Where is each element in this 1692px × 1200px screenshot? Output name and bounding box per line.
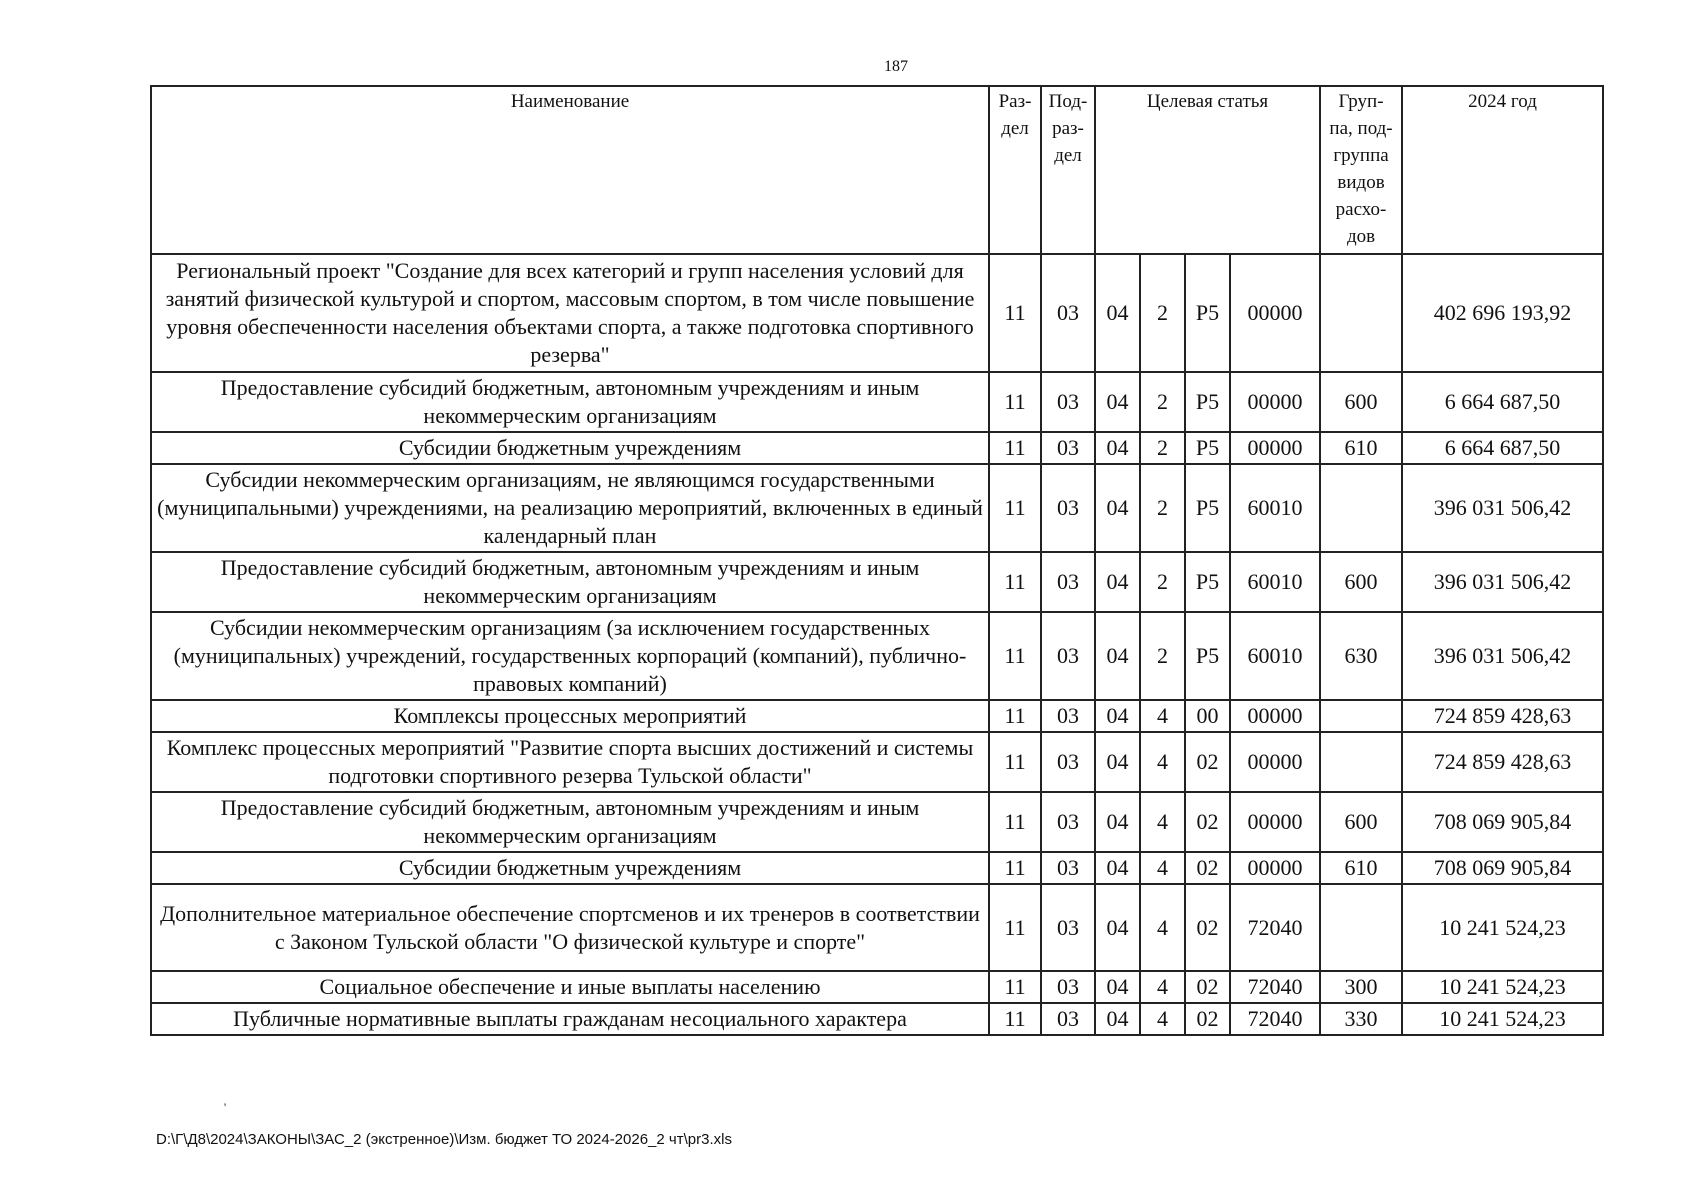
- row-expense-group: [1320, 732, 1402, 792]
- row-amount: 6 664 687,50: [1402, 372, 1603, 432]
- budget-table: [150, 85, 1604, 1036]
- row-target-article-part4: 00000: [1230, 254, 1320, 372]
- row-name: Предоставление субсидий бюджетным, автономным учреждениям и иным некоммерческим организациям: [151, 552, 989, 612]
- row-target-article-part4: 00000: [1230, 792, 1320, 852]
- row-target-article-part3: 00: [1185, 700, 1230, 732]
- row-podrazdel: 03: [1041, 971, 1095, 1003]
- row-target-article-part2: 2: [1140, 432, 1185, 464]
- row-target-article-part4: 60010: [1230, 612, 1320, 700]
- row-podrazdel: 03: [1041, 852, 1095, 884]
- row-amount: 708 069 905,84: [1402, 852, 1603, 884]
- header-target-article: Целевая статья: [1095, 86, 1320, 254]
- row-podrazdel: 03: [1041, 612, 1095, 700]
- row-target-article-part2: 4: [1140, 700, 1185, 732]
- row-target-article-part4: 00000: [1230, 852, 1320, 884]
- row-amount: 396 031 506,42: [1402, 464, 1603, 552]
- row-target-article-part1: 04: [1095, 464, 1140, 552]
- row-target-article-part2: 4: [1140, 971, 1185, 1003]
- table-row: [151, 1003, 1603, 1035]
- row-amount: 10 241 524,23: [1402, 884, 1603, 971]
- row-name: Предоставление субсидий бюджетным, автономным учреждениям и иным некоммерческим организациям: [151, 792, 989, 852]
- row-name: Комплексы процессных мероприятий: [151, 700, 989, 732]
- row-razdel: 11: [989, 732, 1041, 792]
- row-target-article-part1: 04: [1095, 852, 1140, 884]
- table-header-row: [151, 86, 1603, 254]
- row-target-article-part2: 4: [1140, 732, 1185, 792]
- row-expense-group: 630: [1320, 612, 1402, 700]
- table-row: [151, 792, 1603, 852]
- row-razdel: 11: [989, 971, 1041, 1003]
- row-target-article-part1: 04: [1095, 254, 1140, 372]
- row-amount: 6 664 687,50: [1402, 432, 1603, 464]
- row-target-article-part1: 04: [1095, 700, 1140, 732]
- row-target-article-part2: 4: [1140, 1003, 1185, 1035]
- row-podrazdel: 03: [1041, 1003, 1095, 1035]
- row-target-article-part4: 60010: [1230, 464, 1320, 552]
- row-target-article-part1: 04: [1095, 432, 1140, 464]
- row-target-article-part3: Р5: [1185, 254, 1230, 372]
- row-target-article-part2: 2: [1140, 552, 1185, 612]
- row-razdel: 11: [989, 852, 1041, 884]
- row-amount: 708 069 905,84: [1402, 792, 1603, 852]
- row-name: Региональный проект "Создание для всех категорий и групп населения условий для занятий физической культурой и спортом, массовым спортом, в том числе повышение уровня обеспеченности населения объектами спорта, а также подготовка спортивного резерва": [151, 254, 989, 372]
- row-expense-group: 330: [1320, 1003, 1402, 1035]
- row-name: Предоставление субсидий бюджетным, автономным учреждениям и иным некоммерческим организациям: [151, 372, 989, 432]
- row-target-article-part4: 60010: [1230, 552, 1320, 612]
- row-target-article-part4: 00000: [1230, 372, 1320, 432]
- table-row: [151, 464, 1603, 552]
- row-podrazdel: 03: [1041, 884, 1095, 971]
- row-target-article-part3: Р5: [1185, 464, 1230, 552]
- table-row: [151, 852, 1603, 884]
- row-name: Публичные нормативные выплаты гражданам несоциального характера: [151, 1003, 989, 1035]
- row-expense-group: 600: [1320, 552, 1402, 612]
- footer-file-path: D:\Г\Д8\2024\ЗАКОНЫ\ЗАС_2 (экстренное)\Изм. бюджет ТО 2024-2026_2 чт\pr3.xls: [156, 1131, 732, 1148]
- row-target-article-part3: 02: [1185, 971, 1230, 1003]
- row-target-article-part4: 72040: [1230, 971, 1320, 1003]
- page-number: 187: [884, 58, 908, 75]
- table-row: [151, 432, 1603, 464]
- row-target-article-part3: Р5: [1185, 432, 1230, 464]
- table-row: [151, 612, 1603, 700]
- row-target-article-part3: 02: [1185, 884, 1230, 971]
- row-amount: 396 031 506,42: [1402, 552, 1603, 612]
- table-row: [151, 884, 1603, 971]
- row-target-article-part2: 4: [1140, 792, 1185, 852]
- header-razdel: Раз- дел: [989, 86, 1041, 254]
- row-expense-group: [1320, 700, 1402, 732]
- row-name: Субсидии некоммерческим организациям, не являющимся государственными (муниципальными) учреждениями, на реализацию мероприятий, включенных в единый календарный план: [151, 464, 989, 552]
- row-target-article-part4: 72040: [1230, 884, 1320, 971]
- row-target-article-part3: Р5: [1185, 552, 1230, 612]
- row-razdel: 11: [989, 700, 1041, 732]
- row-target-article-part1: 04: [1095, 612, 1140, 700]
- row-target-article-part4: 72040: [1230, 1003, 1320, 1035]
- row-target-article-part1: 04: [1095, 1003, 1140, 1035]
- stray-mark: ': [224, 1100, 227, 1114]
- row-podrazdel: 03: [1041, 792, 1095, 852]
- row-target-article-part2: 2: [1140, 254, 1185, 372]
- row-expense-group: 600: [1320, 372, 1402, 432]
- row-target-article-part4: 00000: [1230, 432, 1320, 464]
- row-target-article-part2: 4: [1140, 852, 1185, 884]
- row-target-article-part2: 2: [1140, 372, 1185, 432]
- row-podrazdel: 03: [1041, 464, 1095, 552]
- header-expense-group: Груп- па, под- группа видов расхо- дов: [1320, 86, 1402, 254]
- row-expense-group: [1320, 884, 1402, 971]
- row-razdel: 11: [989, 432, 1041, 464]
- header-name: Наименование: [151, 86, 989, 254]
- row-expense-group: 300: [1320, 971, 1402, 1003]
- table-row: [151, 372, 1603, 432]
- row-target-article-part3: 02: [1185, 1003, 1230, 1035]
- row-target-article-part3: Р5: [1185, 372, 1230, 432]
- row-target-article-part3: 02: [1185, 852, 1230, 884]
- row-target-article-part4: 00000: [1230, 732, 1320, 792]
- header-year: 2024 год: [1402, 86, 1603, 254]
- row-target-article-part2: 4: [1140, 884, 1185, 971]
- row-target-article-part3: 02: [1185, 792, 1230, 852]
- row-target-article-part1: 04: [1095, 884, 1140, 971]
- row-amount: 10 241 524,23: [1402, 971, 1603, 1003]
- row-target-article-part1: 04: [1095, 552, 1140, 612]
- row-name: Дополнительное материальное обеспечение спортсменов и их тренеров в соответствии с Законом Тульской области "О физической культуре и спорте": [151, 884, 989, 971]
- row-amount: 402 696 193,92: [1402, 254, 1603, 372]
- row-podrazdel: 03: [1041, 372, 1095, 432]
- table-row: [151, 700, 1603, 732]
- row-razdel: 11: [989, 1003, 1041, 1035]
- row-podrazdel: 03: [1041, 552, 1095, 612]
- row-name: Субсидии бюджетным учреждениям: [151, 852, 989, 884]
- row-target-article-part1: 04: [1095, 792, 1140, 852]
- row-razdel: 11: [989, 884, 1041, 971]
- row-name: Социальное обеспечение и иные выплаты населению: [151, 971, 989, 1003]
- row-name: Субсидии бюджетным учреждениям: [151, 432, 989, 464]
- row-expense-group: 600: [1320, 792, 1402, 852]
- row-podrazdel: 03: [1041, 254, 1095, 372]
- row-expense-group: 610: [1320, 852, 1402, 884]
- row-amount: 10 241 524,23: [1402, 1003, 1603, 1035]
- table-row: [151, 552, 1603, 612]
- row-target-article-part1: 04: [1095, 372, 1140, 432]
- table-row: [151, 732, 1603, 792]
- row-amount: 724 859 428,63: [1402, 732, 1603, 792]
- header-podrazdel: Под- раз- дел: [1041, 86, 1095, 254]
- row-expense-group: [1320, 254, 1402, 372]
- row-amount: 396 031 506,42: [1402, 612, 1603, 700]
- row-podrazdel: 03: [1041, 732, 1095, 792]
- row-target-article-part3: 02: [1185, 732, 1230, 792]
- table-row: [151, 971, 1603, 1003]
- row-razdel: 11: [989, 464, 1041, 552]
- row-razdel: 11: [989, 372, 1041, 432]
- row-target-article-part2: 2: [1140, 612, 1185, 700]
- row-podrazdel: 03: [1041, 700, 1095, 732]
- row-name: Субсидии некоммерческим организациям (за исключением государственных (муниципальных) учреждений, государственных корпораций (компаний), публично-правовых компаний): [151, 612, 989, 700]
- row-expense-group: [1320, 464, 1402, 552]
- row-podrazdel: 03: [1041, 432, 1095, 464]
- table-row: [151, 254, 1603, 372]
- row-razdel: 11: [989, 792, 1041, 852]
- row-name: Комплекс процессных мероприятий "Развитие спорта высших достижений и системы подготовки спортивного резерва Тульской области": [151, 732, 989, 792]
- row-target-article-part2: 2: [1140, 464, 1185, 552]
- row-target-article-part1: 04: [1095, 971, 1140, 1003]
- row-amount: 724 859 428,63: [1402, 700, 1603, 732]
- row-razdel: 11: [989, 612, 1041, 700]
- row-target-article-part1: 04: [1095, 732, 1140, 792]
- row-target-article-part3: Р5: [1185, 612, 1230, 700]
- row-razdel: 11: [989, 254, 1041, 372]
- row-razdel: 11: [989, 552, 1041, 612]
- row-target-article-part4: 00000: [1230, 700, 1320, 732]
- row-expense-group: 610: [1320, 432, 1402, 464]
